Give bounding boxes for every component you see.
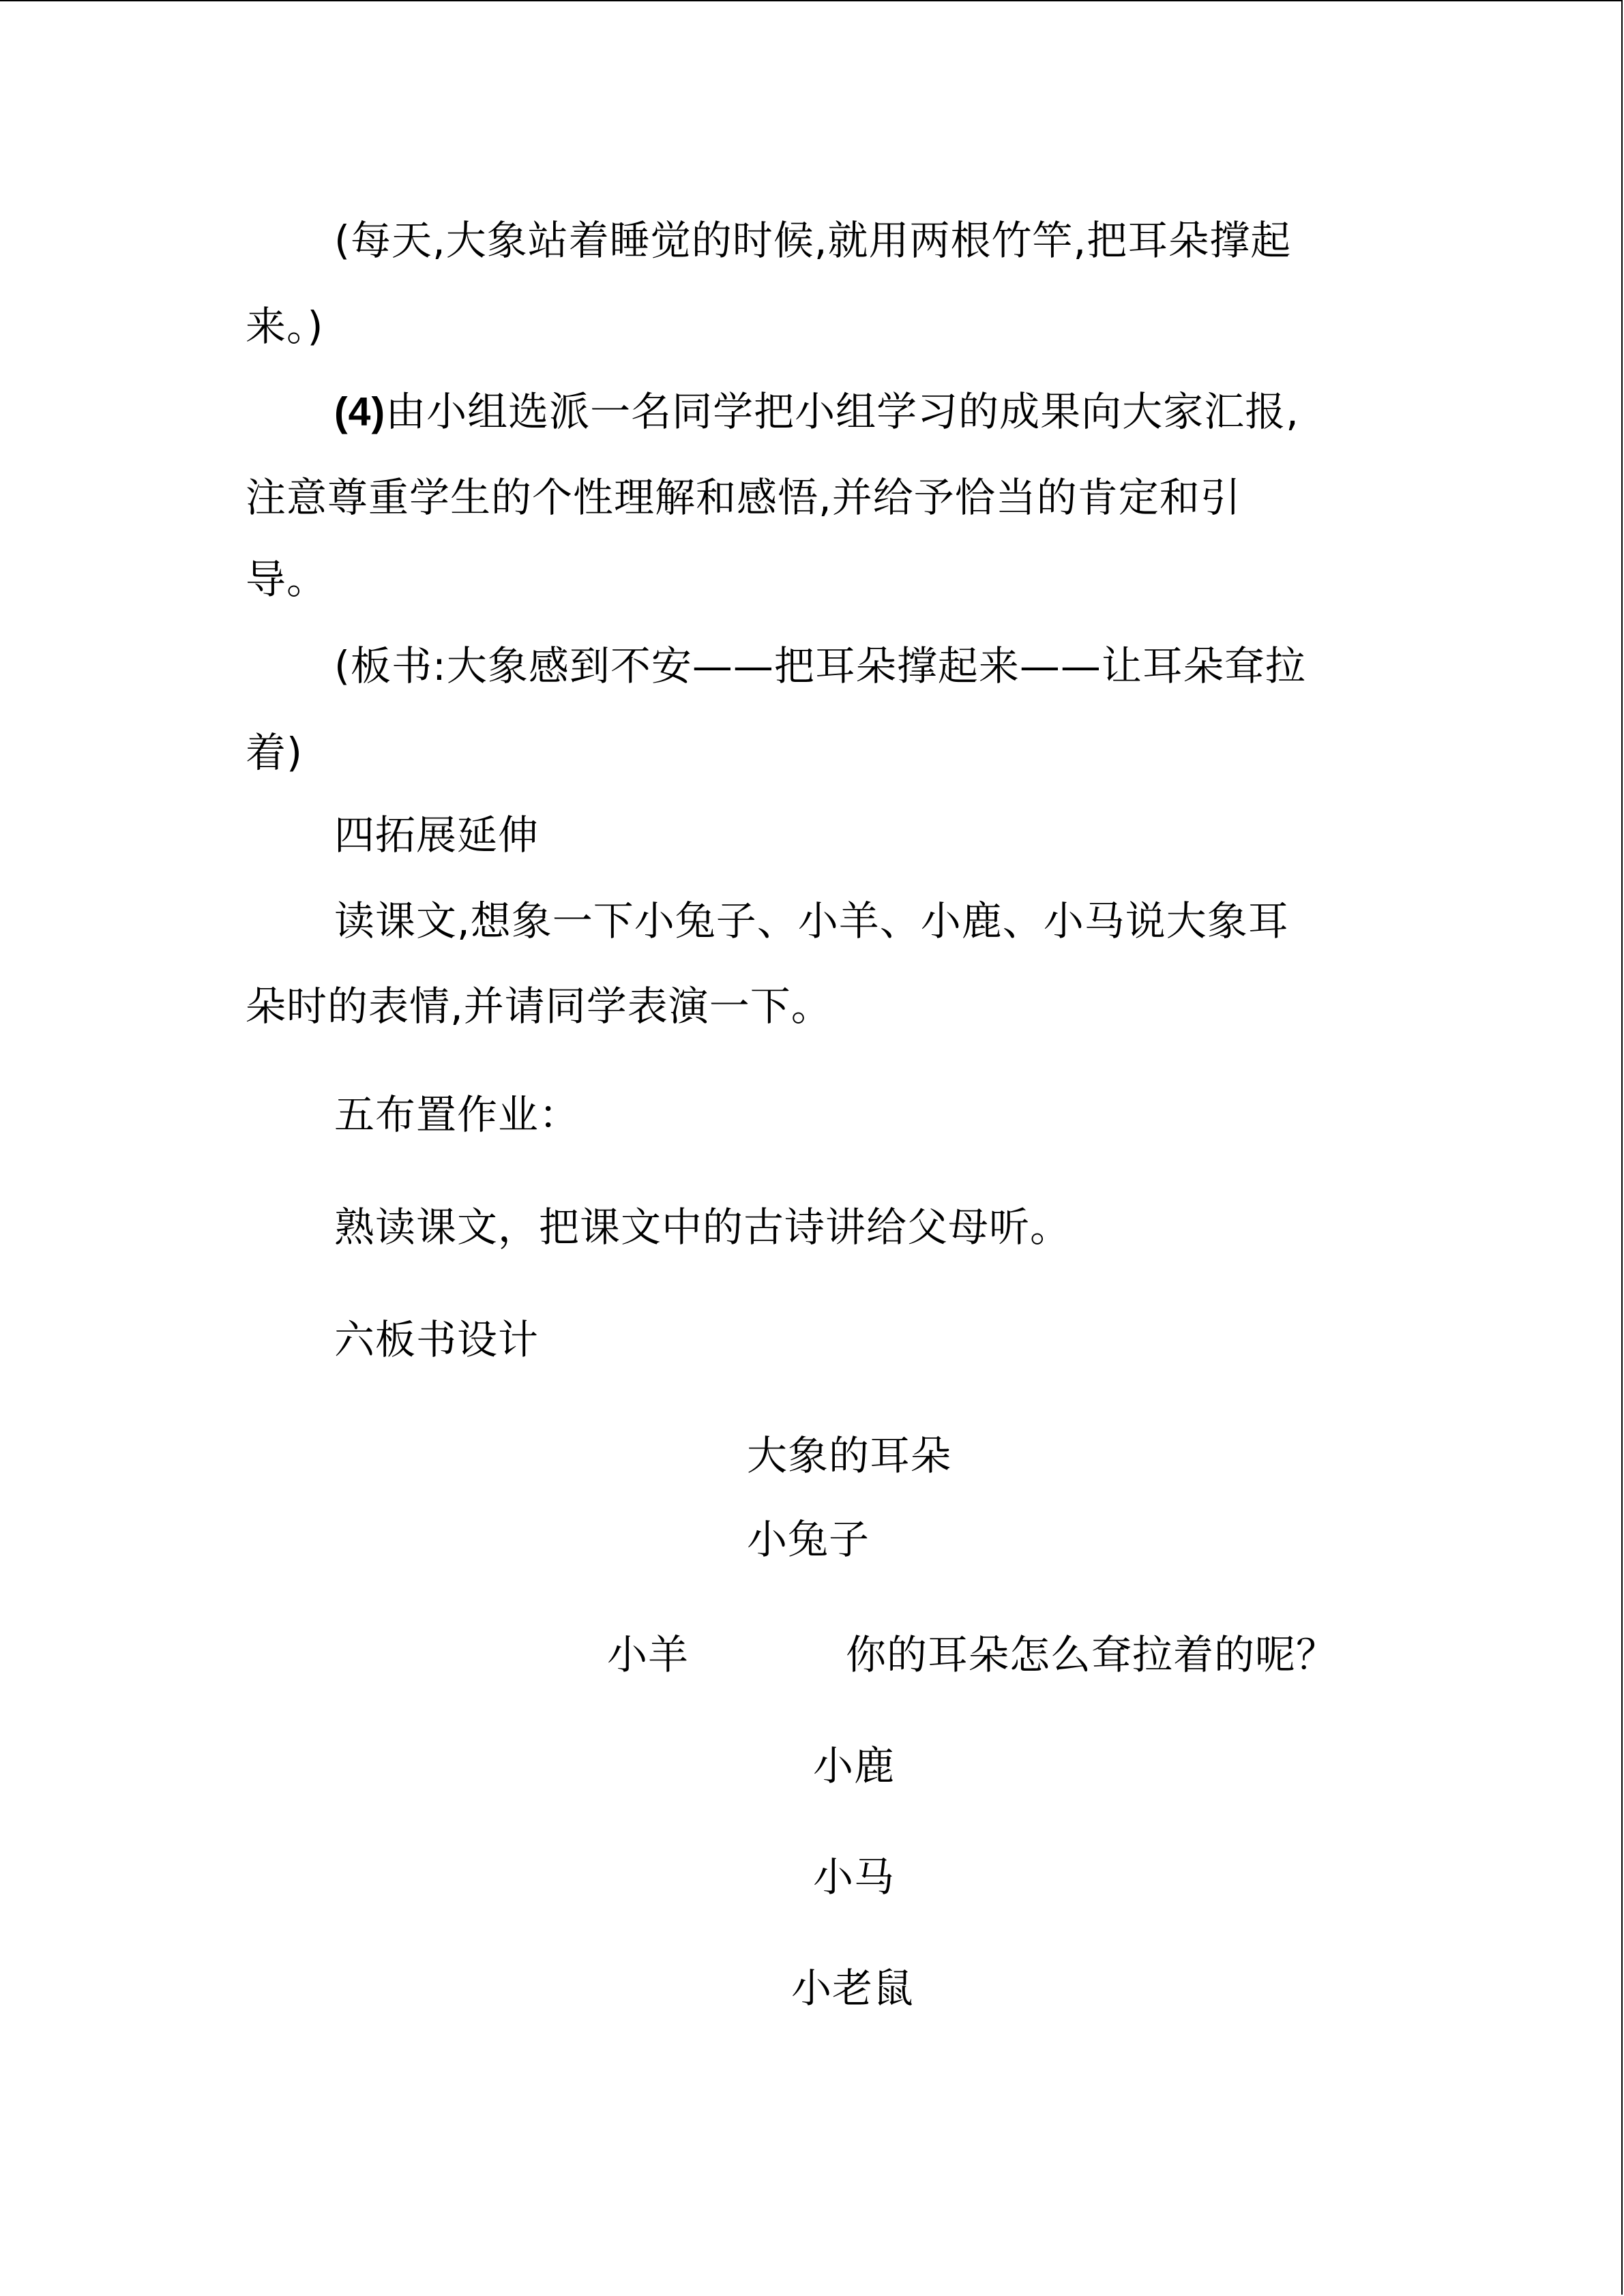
board-design-question	[846, 1628, 1337, 1682]
step4-line-3	[246, 552, 327, 607]
board-design-item-text: 小兔子	[747, 1516, 870, 1563]
board-design-item-mouse	[791, 1961, 914, 2016]
section6-heading-text: 六板书设计	[334, 1316, 540, 1363]
board-design-question-text: 你的耳朵怎么耷拉着的呢？	[846, 1631, 1338, 1678]
step4-marker: (4)	[334, 389, 386, 434]
step4-line-1	[334, 385, 1299, 439]
board-design-title-text: 大象的耳朵	[747, 1432, 952, 1479]
board-design-item-rabbit	[747, 1512, 870, 1567]
section4-body-text-cont: 朵时的表情,并请同学表演一下。	[246, 983, 832, 1030]
board-design-item-text: 小鹿	[813, 1742, 896, 1789]
step4-text-cont: 注意尊重学生的个性理解和感悟,并给予恰当的肯定和引	[246, 474, 1241, 521]
step4-text: 由小组选派一名同学把小组学习的成果向大家汇报,	[385, 388, 1299, 435]
section5-heading-text: 五布置作业：	[334, 1091, 580, 1138]
section5-body-text: 熟读课文，把课文中的古诗讲给父母听。	[334, 1204, 1072, 1251]
board-design-item-text: 小马	[813, 1853, 896, 1900]
board-design-item-sheep	[607, 1628, 689, 1682]
board-note-2-text: (板书:大象感到不安——把耳朵撑起来——让耳朵耷拉	[334, 642, 1306, 689]
board-design-item-deer	[813, 1739, 895, 1793]
section6-heading	[334, 1313, 539, 1367]
step4-text-end: 导。	[246, 556, 328, 603]
section5-body	[334, 1200, 1071, 1255]
board-note-2-text-cont: 着)	[246, 729, 304, 776]
board-note-2-line-1	[334, 639, 1306, 694]
board-note-1-line-1	[334, 213, 1291, 268]
section4-body-line-1	[334, 894, 1289, 949]
board-note-1-line-2	[246, 299, 324, 354]
section4-body-line-2	[246, 979, 832, 1034]
step4-line-2	[246, 471, 1241, 525]
section4-heading-text: 四拓展延伸	[334, 811, 540, 859]
board-note-1-text: (每天,大象站着睡觉的时候,就用两根竹竿,把耳朵撑起	[334, 217, 1292, 264]
section4-heading	[334, 808, 539, 863]
section4-body-text: 读课文,想象一下小兔子、小羊、小鹿、小马说大象耳	[334, 897, 1289, 944]
board-note-2-line-2	[246, 726, 303, 780]
board-design-item-text: 小老鼠	[791, 1965, 915, 2012]
section5-heading	[334, 1088, 580, 1142]
board-design-item-horse	[813, 1850, 895, 1905]
board-design-item-text: 小羊	[607, 1631, 690, 1678]
board-design-title	[747, 1429, 951, 1483]
board-note-1-text-cont: 来。)	[246, 303, 324, 350]
